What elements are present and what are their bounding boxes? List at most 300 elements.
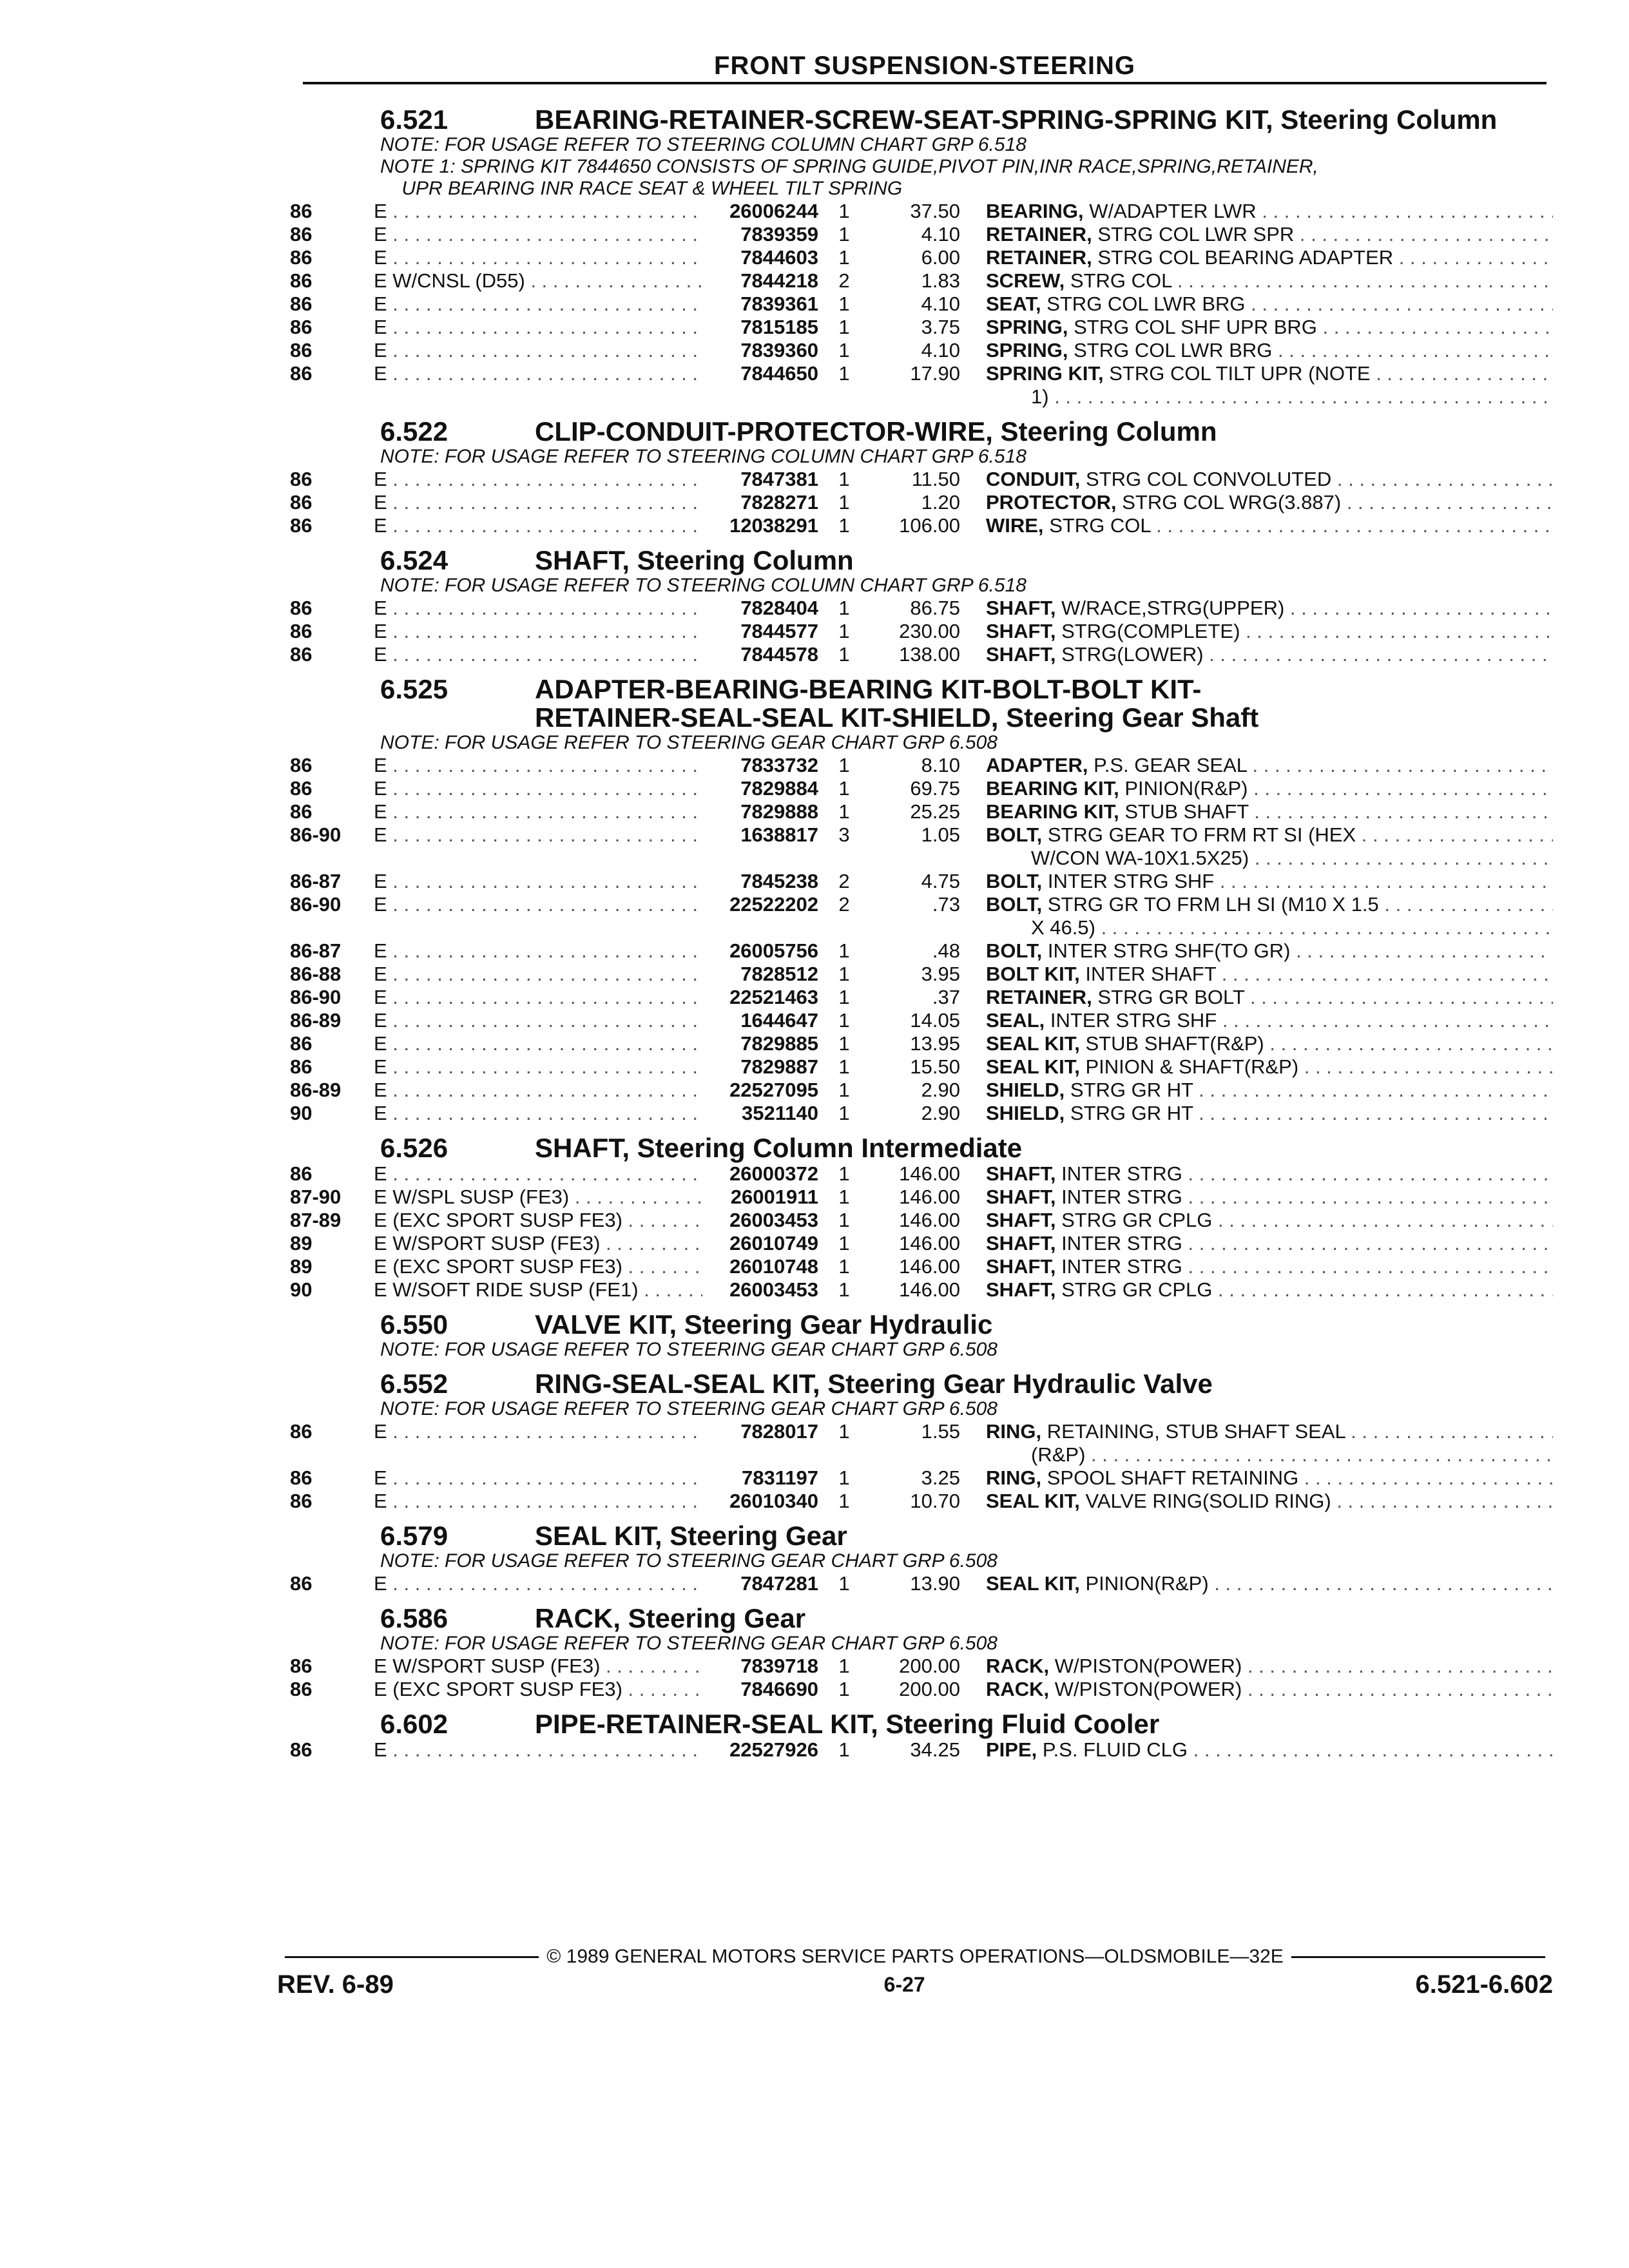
part-detail: STRG COL	[1070, 269, 1172, 292]
part-row	[290, 1678, 1553, 1701]
part-number: 7828017	[740, 1420, 818, 1443]
price: 146.00	[899, 1186, 960, 1208]
part-number: 26010749	[729, 1232, 818, 1254]
model-year: 86-89	[290, 1079, 342, 1101]
part-description	[986, 491, 1553, 514]
usage-note: NOTE: FOR USAGE REFER TO STEERING COLUMN CHART GRP 6.518	[380, 575, 1027, 596]
section-title: SHAFT, Steering Column	[535, 545, 854, 575]
part-row	[290, 800, 1553, 823]
part-row	[290, 777, 1553, 800]
part-number: 7839361	[740, 293, 818, 315]
part-description	[986, 963, 1553, 986]
price: 10.70	[910, 1490, 960, 1512]
price: 4.10	[921, 223, 960, 245]
part-description	[986, 1278, 1553, 1302]
quantity: 1	[838, 1209, 850, 1231]
part-description	[986, 362, 1553, 385]
part-description	[986, 986, 1553, 1009]
engine-application: E W/SPORT SUSP (FE3) . . .	[374, 1655, 702, 1678]
part-detail: STRG GR CPLG	[1061, 1209, 1213, 1231]
model-year: 86	[290, 269, 313, 292]
page-footer	[277, 1946, 1553, 1999]
model-year: 86-90	[290, 986, 342, 1008]
part-row	[290, 491, 1553, 514]
section-heading	[296, 1311, 1553, 1339]
quantity: 1	[838, 1655, 850, 1677]
quantity: 1	[838, 800, 850, 823]
part-description	[986, 823, 1553, 847]
engine-application: E . . .	[374, 777, 702, 800]
engine-application: E . . .	[374, 1009, 702, 1032]
engine-application: E . . .	[374, 491, 702, 514]
part-description	[986, 269, 1553, 293]
quantity: 1	[838, 1278, 850, 1301]
part-detail: STRG GR BOLT	[1097, 986, 1245, 1008]
parts-section	[290, 674, 1553, 1125]
part-name: SHIELD,	[986, 1102, 1065, 1124]
engine-application: E . . .	[374, 1420, 702, 1443]
part-number: 7844577	[740, 620, 818, 642]
part-name: SEAL KIT,	[986, 1572, 1080, 1595]
engine-application: E (EXC SPORT SUSP FE3) . . .	[374, 1255, 702, 1278]
part-row	[290, 246, 1553, 269]
part-row-continuation	[296, 385, 1553, 408]
part-description	[986, 754, 1553, 777]
part-name: SEAL KIT,	[986, 1055, 1080, 1078]
part-description	[986, 1162, 1553, 1186]
price: 6.00	[921, 246, 960, 269]
part-number: 26005756	[729, 939, 818, 962]
price: 69.75	[910, 777, 960, 800]
part-number: 7847281	[740, 1572, 818, 1595]
engine-application: E . . .	[374, 939, 702, 963]
price: 1.83	[921, 269, 960, 292]
model-year: 86	[290, 777, 313, 800]
part-name: PROTECTOR,	[986, 491, 1117, 514]
usage-note: NOTE: FOR USAGE REFER TO STEERING GEAR CHART GRP 6.508	[380, 1633, 998, 1654]
section-heading	[296, 1710, 1553, 1738]
part-row	[290, 514, 1553, 537]
part-name: SCREW,	[986, 269, 1065, 292]
section-heading	[296, 546, 1553, 575]
price: 1.20	[921, 491, 960, 514]
part-row	[290, 986, 1553, 1009]
model-year: 89	[290, 1255, 313, 1278]
engine-application: E . . .	[374, 1079, 702, 1102]
quantity: 2	[838, 269, 850, 292]
part-description	[986, 939, 1553, 963]
part-row-continuation	[296, 1443, 1553, 1466]
parts-section	[290, 1603, 1553, 1701]
quantity: 1	[838, 1490, 850, 1512]
model-year: 86	[290, 597, 313, 619]
model-year: 86	[290, 1420, 313, 1443]
engine-application: E . . .	[374, 362, 702, 385]
part-row	[290, 1466, 1553, 1490]
price: 8.10	[921, 754, 960, 776]
part-number: 7829885	[740, 1032, 818, 1055]
part-name: RING,	[986, 1420, 1042, 1443]
section-number: 6.550	[380, 1309, 448, 1340]
part-description	[986, 1490, 1553, 1513]
price: 146.00	[899, 1209, 960, 1231]
part-number: 7828271	[740, 491, 818, 514]
part-detail: W/PISTON(POWER)	[1054, 1678, 1242, 1700]
part-name: SHAFT,	[986, 1162, 1056, 1185]
price: 86.75	[910, 597, 960, 619]
part-description	[986, 597, 1553, 620]
part-name: SEAT,	[986, 293, 1041, 315]
usage-note: NOTE: FOR USAGE REFER TO STEERING GEAR CHART GRP 6.508	[380, 1339, 998, 1360]
part-row	[290, 1079, 1553, 1102]
part-name: SHAFT,	[986, 643, 1056, 666]
part-description-continued: W/CON WA-10X1.5X25) . . .	[1031, 847, 1553, 870]
quantity: 1	[838, 468, 850, 490]
usage-note: NOTE: FOR USAGE REFER TO STEERING COLUMN CHART GRP 6.518	[380, 446, 1027, 467]
parts-section	[290, 104, 1553, 408]
part-number: 7847381	[740, 468, 818, 490]
engine-application: E . . .	[374, 246, 702, 269]
quantity: 1	[838, 986, 850, 1008]
part-row	[290, 1209, 1553, 1232]
part-row	[290, 200, 1553, 223]
part-row	[290, 893, 1553, 916]
part-name: WIRE,	[986, 514, 1044, 537]
part-number: 7839718	[740, 1655, 818, 1677]
parts-section	[290, 416, 1553, 537]
price: 4.10	[921, 339, 960, 361]
part-detail: STRG COL WRG(3.887)	[1122, 491, 1342, 514]
part-row	[290, 1186, 1553, 1209]
part-description	[986, 1102, 1553, 1125]
copyright-text: © 1989 GENERAL MOTORS SERVICE PARTS OPERATIONS—OLDSMOBILE—32E	[546, 1946, 1284, 1967]
part-number: 7839359	[740, 223, 818, 245]
part-number: 26001911	[730, 1186, 818, 1208]
usage-note: NOTE 1: SPRING KIT 7844650 CONSISTS OF SPRING GUIDE,PIVOT PIN,INR RACE,SPRING,RETAINER, UPR BEARING INR RACE SEAT & WHEEL TILT SPRING	[380, 156, 1318, 199]
part-name: SEAL KIT,	[986, 1032, 1080, 1055]
part-number: 26003453	[729, 1278, 818, 1301]
part-number: 7829884	[740, 777, 818, 800]
engine-application: E . . .	[374, 200, 702, 223]
part-detail: STUB SHAFT	[1124, 800, 1249, 823]
part-detail: VALVE RING(SOLID RING)	[1085, 1490, 1331, 1512]
part-description	[986, 1655, 1553, 1678]
part-row	[290, 620, 1553, 643]
quantity: 1	[838, 1162, 850, 1185]
part-detail: PINION(R&P)	[1085, 1572, 1209, 1595]
part-detail: INTER STRG	[1061, 1232, 1182, 1254]
part-number: 22527095	[729, 1079, 818, 1101]
part-row	[290, 468, 1553, 491]
engine-application: E W/SOFT RIDE SUSP (FE1) . . .	[374, 1278, 702, 1302]
price: 106.00	[899, 514, 960, 537]
part-description-continued: 1) . . .	[1031, 385, 1553, 408]
usage-note: NOTE: FOR USAGE REFER TO STEERING GEAR CHART GRP 6.508	[380, 732, 998, 753]
part-detail: INTER STRG	[1061, 1162, 1182, 1185]
quantity: 1	[838, 963, 850, 985]
part-row	[290, 939, 1553, 963]
parts-sections	[290, 97, 1553, 1762]
quantity: 1	[838, 754, 850, 776]
quantity: 2	[838, 893, 850, 916]
part-name: SHIELD,	[986, 1079, 1065, 1101]
quantity: 1	[838, 1466, 850, 1489]
engine-application: E . . .	[374, 1738, 702, 1762]
engine-application: E . . .	[374, 986, 702, 1009]
quantity: 1	[838, 620, 850, 642]
model-year: 86	[290, 1162, 313, 1185]
part-description	[986, 777, 1553, 800]
section-range: 6.521-6.602	[1415, 1970, 1553, 1999]
part-row	[290, 597, 1553, 620]
quantity: 1	[838, 1678, 850, 1700]
part-number: 1638817	[740, 823, 818, 846]
part-row	[290, 643, 1553, 666]
price: .48	[932, 939, 960, 962]
engine-application: E . . .	[374, 1162, 702, 1186]
part-number: 7844578	[740, 643, 818, 666]
part-description	[986, 200, 1553, 223]
quantity: 1	[838, 293, 850, 315]
part-description	[986, 643, 1553, 666]
price: 2.90	[921, 1079, 960, 1101]
price: 146.00	[899, 1255, 960, 1278]
section-heading	[296, 418, 1553, 446]
price: .37	[932, 986, 960, 1008]
part-number: 7839360	[740, 339, 818, 361]
price: 146.00	[899, 1232, 960, 1254]
model-year: 90	[290, 1278, 313, 1301]
engine-application: E W/SPL SUSP (FE3) . . .	[374, 1186, 702, 1209]
quantity: 1	[838, 1420, 850, 1443]
part-number: 7829888	[740, 800, 818, 823]
model-year: 86	[290, 1490, 313, 1512]
engine-application: E . . .	[374, 620, 702, 643]
price: 13.95	[910, 1032, 960, 1055]
section-title: VALVE KIT, Steering Gear Hydraulic	[535, 1309, 993, 1340]
part-detail: STRG COL BEARING ADAPTER	[1097, 246, 1394, 269]
section-title: RACK, Steering Gear	[535, 1603, 806, 1633]
engine-application: E . . .	[374, 1466, 702, 1490]
part-number: 7846690	[740, 1678, 818, 1700]
part-name: RING,	[986, 1466, 1042, 1489]
quantity: 1	[838, 1079, 850, 1101]
price: 17.90	[910, 362, 960, 385]
quantity: 1	[838, 1738, 850, 1761]
price: 14.05	[910, 1009, 960, 1032]
parts-section	[290, 1521, 1553, 1595]
part-number: 26000372	[729, 1162, 818, 1185]
quantity: 1	[838, 491, 850, 514]
model-year: 86	[290, 293, 313, 315]
section-number: 6.521	[380, 104, 448, 135]
quantity: 1	[838, 1055, 850, 1078]
part-description	[986, 223, 1553, 246]
part-detail: RETAINING, STUB SHAFT SEAL	[1046, 1420, 1345, 1443]
part-description	[986, 1420, 1553, 1443]
engine-application: E . . .	[374, 339, 702, 362]
engine-application: E . . .	[374, 800, 702, 823]
part-name: SHAFT,	[986, 1232, 1056, 1254]
part-name: BEARING,	[986, 200, 1084, 222]
model-year: 86	[290, 1678, 313, 1700]
part-description	[986, 1255, 1553, 1278]
section-number: 6.525	[380, 674, 448, 704]
part-number: 3521140	[742, 1102, 818, 1124]
part-detail: INTER STRG SHF	[1050, 1009, 1217, 1032]
engine-application: E . . .	[374, 1102, 702, 1125]
part-row	[290, 1420, 1553, 1443]
model-year: 87-90	[290, 1186, 342, 1208]
part-name: SHAFT,	[986, 1209, 1056, 1231]
part-detail: P.S. GEAR SEAL	[1094, 754, 1247, 776]
quantity: 1	[838, 643, 850, 666]
parts-section	[290, 1133, 1553, 1302]
price: 1.55	[921, 1420, 960, 1443]
section-title: BEARING-RETAINER-SCREW-SEAT-SPRING-SPRING KIT, Steering Column	[535, 104, 1498, 135]
price: 4.75	[921, 870, 960, 892]
model-year: 86	[290, 754, 313, 776]
part-name: BOLT,	[986, 823, 1043, 846]
quantity: 1	[838, 1102, 850, 1124]
row-spacer	[296, 385, 1031, 408]
engine-application: E . . .	[374, 823, 702, 847]
quantity: 1	[838, 939, 850, 962]
part-name: SEAL,	[986, 1009, 1045, 1032]
quantity: 1	[838, 362, 850, 385]
part-name: RETAINER,	[986, 223, 1092, 245]
part-detail: STRG GR CPLG	[1061, 1278, 1213, 1301]
part-description	[986, 893, 1553, 916]
part-description	[986, 1055, 1553, 1079]
part-row	[290, 1055, 1553, 1079]
part-name: SHAFT,	[986, 620, 1056, 642]
row-spacer	[296, 847, 1031, 870]
part-name: ADAPTER,	[986, 754, 1088, 776]
part-name: SPRING KIT,	[986, 362, 1104, 385]
part-name: PIPE,	[986, 1738, 1037, 1761]
part-name: RETAINER,	[986, 246, 1092, 269]
section-heading	[296, 1522, 1553, 1550]
part-detail: STRG GEAR TO FRM RT SI (HEX	[1047, 823, 1356, 846]
part-name: BOLT,	[986, 870, 1043, 892]
model-year: 86-90	[290, 893, 342, 916]
part-description	[986, 1186, 1553, 1209]
price: 37.50	[910, 200, 960, 222]
part-number: 22527926	[729, 1738, 818, 1761]
engine-application: E . . .	[374, 293, 702, 316]
part-description	[986, 1009, 1553, 1032]
quantity: 1	[838, 1255, 850, 1278]
part-row	[290, 754, 1553, 777]
part-description	[986, 1032, 1553, 1055]
price: 2.90	[921, 1102, 960, 1124]
part-detail: PINION(R&P)	[1124, 777, 1248, 800]
price: 11.50	[911, 468, 960, 490]
part-row	[290, 1738, 1553, 1762]
part-number: 7829887	[740, 1055, 818, 1078]
section-heading	[296, 1370, 1553, 1398]
model-year: 86	[290, 1032, 313, 1055]
model-year: 86-89	[290, 1009, 342, 1032]
model-year: 86-90	[290, 823, 342, 846]
model-year: 86	[290, 514, 313, 537]
part-detail: STRG COL	[1049, 514, 1151, 537]
part-detail: STRG(COMPLETE)	[1061, 620, 1240, 642]
quantity: 3	[838, 823, 850, 846]
price: 3.75	[921, 316, 960, 338]
part-number: 7844603	[740, 246, 818, 269]
model-year: 86	[290, 362, 313, 385]
parts-section	[296, 1311, 1553, 1361]
part-row	[290, 1032, 1553, 1055]
engine-application: E . . .	[374, 1055, 702, 1079]
part-number: 1644647	[740, 1009, 818, 1032]
part-detail: STRG GR HT	[1070, 1102, 1193, 1124]
part-number: 22522202	[729, 893, 818, 916]
model-year: 87-89	[290, 1209, 342, 1231]
engine-application: E . . .	[374, 316, 702, 339]
part-row	[290, 963, 1553, 986]
part-row	[290, 339, 1553, 362]
model-year: 86	[290, 491, 313, 514]
part-number: 7815185	[740, 316, 818, 338]
part-name: RACK,	[986, 1655, 1050, 1677]
part-row	[290, 1278, 1553, 1302]
part-description	[986, 468, 1553, 491]
quantity: 1	[838, 1032, 850, 1055]
price: 4.10	[921, 293, 960, 315]
part-row	[290, 269, 1553, 293]
part-detail: STRG COL CONVOLUTED	[1086, 468, 1332, 490]
part-name: RETAINER,	[986, 986, 1092, 1008]
part-number: 7828512	[740, 963, 818, 985]
part-number: 26006244	[729, 200, 818, 222]
engine-application: E . . .	[374, 1572, 702, 1595]
part-number: 7833732	[740, 754, 818, 776]
part-detail: STRG COL LWR SPR	[1097, 223, 1295, 245]
quantity: 1	[838, 777, 850, 800]
part-number: 7844218	[740, 269, 818, 292]
engine-application: E . . .	[374, 1032, 702, 1055]
model-year: 86	[290, 200, 313, 222]
price: .73	[932, 893, 960, 916]
part-description	[986, 1232, 1553, 1255]
part-description	[986, 800, 1553, 823]
quantity: 1	[838, 339, 850, 361]
part-description	[986, 1466, 1553, 1490]
part-detail: STRG COL LWR BRG	[1046, 293, 1246, 315]
model-year: 86-88	[290, 963, 342, 985]
part-detail: SPOOL SHAFT RETAINING	[1046, 1466, 1299, 1489]
section-number: 6.522	[380, 416, 448, 447]
engine-application: E . . .	[374, 893, 702, 916]
parts-section	[290, 1709, 1553, 1762]
footer-rule-left	[285, 1956, 539, 1958]
part-row	[290, 223, 1553, 246]
part-row	[290, 1102, 1553, 1125]
part-detail: INTER STRG	[1061, 1255, 1182, 1278]
quantity: 1	[838, 316, 850, 338]
section-number: 6.602	[380, 1709, 448, 1739]
price: 146.00	[899, 1278, 960, 1301]
price: 34.25	[910, 1738, 960, 1761]
page-title: FRONT SUSPENSION-STEERING	[714, 52, 1135, 80]
model-year: 86	[290, 1055, 313, 1078]
engine-application: E . . .	[374, 754, 702, 777]
part-detail: INTER STRG SHF	[1047, 870, 1215, 892]
price: 200.00	[899, 1655, 960, 1677]
